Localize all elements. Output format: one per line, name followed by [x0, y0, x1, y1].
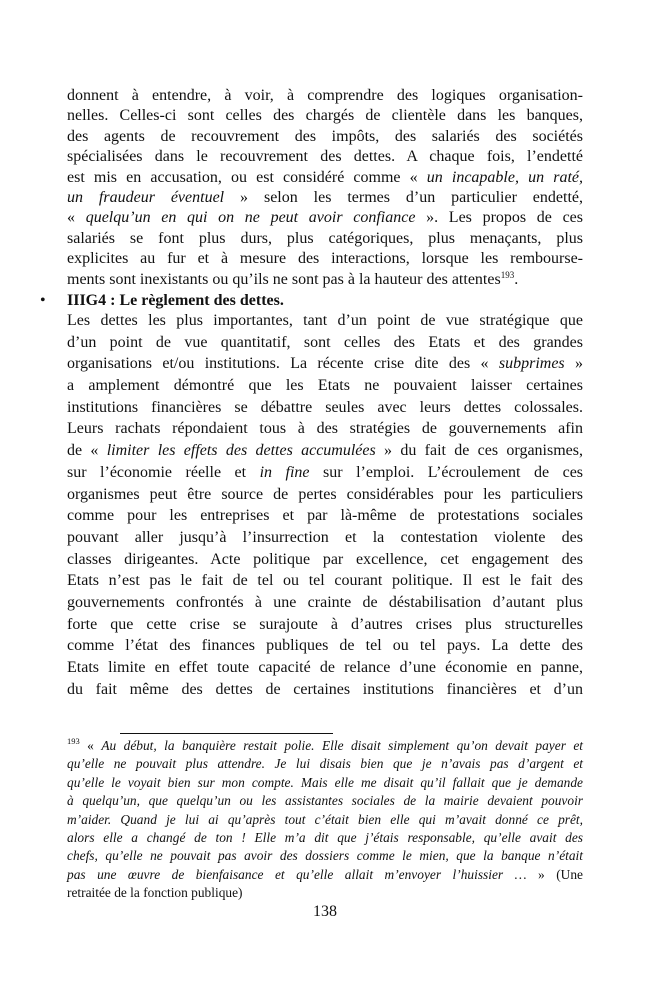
- footnote-reference: 193: [500, 269, 515, 280]
- text-line: [67, 635, 583, 657]
- italic-text: subprimes: [498, 355, 565, 373]
- text-segment: sur l’emploi. L’écroulement de ces: [309, 463, 584, 481]
- body-paragraph-1: [67, 86, 583, 290]
- text-line: [67, 127, 583, 147]
- text-segment: .: [514, 270, 519, 288]
- italic-text: pas une œuvre de bienfaisance et qu’elle allait m’envoyer l’huissier …: [67, 866, 527, 882]
- text-segment: » selon les termes d’un particulier endetté,: [224, 188, 584, 206]
- text-segment: organismes peut être source de pertes considérables pour les particuliers: [67, 485, 583, 503]
- text-line: [67, 310, 583, 332]
- text-line: [67, 332, 583, 354]
- italic-text: un incapable, un raté,: [426, 168, 583, 186]
- text-line: [67, 774, 583, 792]
- text-segment: Les dettes les plus importantes, tant d’un point de vue stratégique que: [67, 312, 583, 329]
- text-segment: institutions financières se débattre seules avec leurs dettes colossales.: [67, 398, 583, 416]
- text-segment: salariés se font plus durs, plus catégoriques, plus menaçants, plus: [67, 229, 583, 247]
- text-segment: Etats n’est pas le fait de tel ou tel courant politique. Il est le fait des: [67, 572, 583, 590]
- text-line: [67, 792, 583, 810]
- text-line: [67, 657, 583, 679]
- text-line: [67, 353, 583, 375]
- text-line: [67, 614, 583, 636]
- text-segment: forte que cette crise se surajoute à d’autres crises plus structurelles: [67, 615, 583, 633]
- italic-text: alors elle a changé de ton ! Elle m’a dit que j’étais responsable, qu’elle avait des: [67, 829, 583, 845]
- text-line: [67, 229, 583, 249]
- text-line: [67, 679, 583, 701]
- text-segment: «: [67, 209, 86, 227]
- text-line: [67, 440, 583, 462]
- footnote-reference: 193: [67, 736, 80, 746]
- text-segment: » du fait de ces organismes,: [375, 442, 584, 460]
- body-paragraph-2: [67, 310, 583, 700]
- text-line: [67, 737, 583, 755]
- text-line: [67, 811, 583, 829]
- text-line: [67, 866, 583, 884]
- text-line: [67, 168, 583, 188]
- italic-text: m’aider. Quand je lui ai qu’après tout c’était bien elle qui m’avait donné ce prêt,: [67, 811, 583, 827]
- text-segment: explicites au fur et à mesure des interactions, lorsque les rembourse-: [67, 250, 583, 268]
- italic-text: limiter les effets des dettes accumulées: [106, 442, 376, 460]
- text-line: [67, 147, 583, 167]
- text-line: [67, 847, 583, 865]
- italic-text: qu’elle ne pouvait plus attendre. Je lui disais bien que je n’avais pas d’argent et: [67, 756, 583, 772]
- text-line: [67, 106, 583, 126]
- text-line: [67, 484, 583, 506]
- text-segment: comme l’état des finances publiques de tel ou tel pays. La dette des: [67, 637, 583, 655]
- text-line: [67, 249, 583, 269]
- text-segment: spécialisées dans le recouvrement des dettes. A chaque fois, l’endetté: [67, 148, 583, 166]
- text-segment: donnent à entendre, à voir, à comprendre des logiques organisation-: [67, 87, 583, 104]
- text-line: [67, 418, 583, 440]
- italic-text: un fraudeur éventuel: [67, 188, 225, 206]
- italic-text: qu’elle le voyait bien sur mon compte. Mais elle me disait qu’il fallait que je demande: [67, 774, 583, 790]
- text-segment: d’un point de vue quantitatif, sont celles des Etats et des grandes: [67, 333, 583, 351]
- text-segment: comme pour les entreprises et par là-même de protestations sociales: [67, 507, 583, 525]
- italic-text: quelqu’un en qui on ne peut avoir confiance: [85, 209, 416, 227]
- italic-text: chefs, qu’elle ne pouvait pas avoir des dossiers comme le mien, que la banque n’était: [67, 848, 583, 864]
- text-line: [67, 592, 583, 614]
- text-segment: »: [564, 355, 584, 373]
- bullet-icon: •: [40, 292, 46, 309]
- text-line: [67, 505, 583, 527]
- text-segment: ». Les propos de ces: [415, 209, 584, 227]
- text-segment: «: [79, 738, 102, 753]
- text-segment: Etats limite en effet toute capacité de relance d’une économie en panne,: [67, 659, 583, 676]
- text-line: [67, 829, 583, 847]
- text-segment: retraitée de la fonction publique): [67, 885, 243, 901]
- text-segment: ments sont inexistants ou qu’ils ne sont pas à la hauteur des attentes: [67, 270, 501, 288]
- text-line: [67, 527, 583, 549]
- text-segment: » (Une: [526, 866, 583, 882]
- text-line: [67, 270, 583, 290]
- text-segment: nelles. Celles-ci sont celles des chargés de clientèle dans les banques,: [67, 107, 583, 125]
- text-segment: du fait même des dettes de certaines institutions financières et d’un: [67, 680, 583, 698]
- text-segment: gouvernements confrontés à une crainte de déstabilisation d’autant plus: [67, 593, 583, 611]
- footnote-193: [67, 737, 583, 903]
- text-segment: des agents de recouvrement des impôts, des salariés des sociétés: [67, 127, 583, 145]
- text-segment: sur l’économie réelle et: [67, 463, 260, 481]
- text-line: [67, 397, 583, 419]
- text-segment: Leurs rachats répondaient tous à des stratégies de gouvernements afin: [67, 420, 583, 438]
- text-line: [67, 755, 583, 773]
- text-segment: classes dirigeantes. Acte politique par excellence, cet engagement des: [67, 550, 583, 568]
- text-segment: pouvant aller jusqu’à l’insurrection et la contestation violente des: [67, 528, 583, 546]
- text-line: [67, 549, 583, 571]
- text-line: [67, 462, 583, 484]
- italic-text: in fine: [259, 463, 310, 481]
- text-line: [67, 86, 583, 106]
- page-number: 138: [313, 903, 337, 920]
- text-segment: organisations et/ou institutions. La récente crise dite des «: [67, 355, 499, 373]
- text-segment: de «: [67, 442, 107, 460]
- section-heading: IIIG4 : Le règlement des dettes.: [67, 292, 284, 309]
- text-line: [67, 570, 583, 592]
- italic-text: Au début, la banquière restait polie. Elle disait simplement qu’on devait payer et: [101, 738, 584, 753]
- italic-text: à quelqu’un, que quelqu’un ou les assistantes sociales de la mairie devaient pouvoir: [67, 793, 583, 809]
- text-line: [67, 188, 583, 208]
- text-line: [67, 208, 583, 228]
- text-segment: a amplement démontré que les Etats ne pouvaient laisser certaines: [67, 377, 583, 395]
- text-line: [67, 884, 583, 902]
- footnote-separator: [120, 733, 333, 734]
- text-segment: est mis en accusation, ou est considéré comme «: [67, 168, 427, 186]
- text-line: [67, 375, 583, 397]
